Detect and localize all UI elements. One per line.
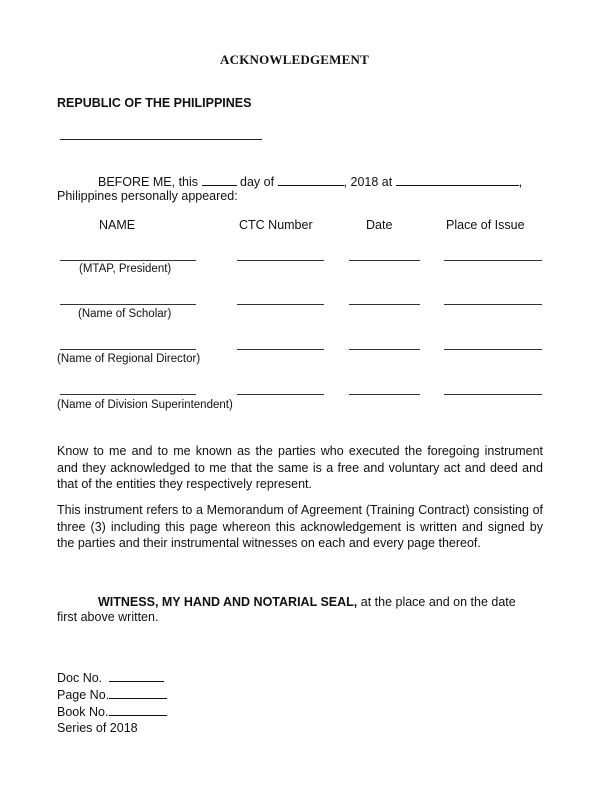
place-line (444, 260, 542, 261)
year-text: , 2018 at (343, 175, 393, 189)
witness-line (98, 595, 516, 609)
comma-text: , (518, 175, 523, 189)
appeared-line: Philippines personally appeared: (57, 189, 238, 203)
name-line (60, 349, 196, 350)
signatory-label: (Name of Division Superintendent) (57, 399, 233, 411)
ctc-line (237, 304, 324, 305)
blank-line (60, 139, 262, 140)
before-me-text: BEFORE ME, this (98, 175, 199, 189)
ctc-line (237, 394, 324, 395)
before-me-line (98, 174, 522, 189)
date-line (349, 260, 420, 261)
place-line (444, 394, 542, 395)
signatory-label: (MTAP, President) (79, 263, 172, 275)
col-header-date: Date (366, 218, 393, 232)
date-line (349, 349, 420, 350)
name-line (60, 304, 196, 305)
signatory-label: (Name of Regional Director) (57, 353, 201, 365)
page-no-blank (109, 687, 167, 699)
book-no-blank (109, 704, 167, 716)
document-title: ACKNOWLEDGEMENT (220, 52, 369, 67)
ctc-line (237, 349, 324, 350)
witness-line-2: first above written. (57, 610, 159, 624)
place-blank (396, 174, 519, 186)
date-line (349, 304, 420, 305)
book-no-label: Book No. (57, 705, 109, 719)
page-no-label: Page No. (57, 688, 110, 702)
col-header-name: NAME (99, 218, 136, 232)
book-no-row (57, 704, 167, 719)
date-line (349, 394, 420, 395)
name-line (60, 394, 196, 395)
acknowledgement-paragraph: Know to me and to me known as the parties who executed the foregoing instrument and they acknowledged to me that the same is a free and voluntary act and deed and that of the entities they respectively represent. (57, 444, 543, 491)
month-blank (278, 174, 344, 186)
doc-no-blank (109, 670, 164, 682)
col-header-place: Place of Issue (446, 218, 525, 232)
day-of-text: day of (240, 175, 275, 189)
day-blank (202, 174, 237, 186)
page-no-row (57, 687, 167, 702)
instrument-paragraph: This instrument refers to a Memorandum of Agreement (Training Contract) consisting of three (3) including this page whereon this acknowledgement is written and signed by the parties and their instrumental witnesses on each and every page thereof. (57, 503, 543, 550)
signatory-label: (Name of Scholar) (78, 308, 172, 320)
doc-no-label: Doc No. (57, 671, 103, 685)
doc-no-row (57, 670, 164, 685)
witness-text: at the place and on the date (360, 595, 516, 609)
col-header-ctc: CTC Number (239, 218, 313, 232)
ctc-line (237, 260, 324, 261)
series-label: Series of 2018 (57, 721, 138, 735)
name-line (60, 260, 196, 261)
country-header: REPUBLIC OF THE PHILIPPINES (57, 96, 252, 110)
place-line (444, 349, 542, 350)
witness-bold-text: WITNESS, MY HAND AND NOTARIAL SEAL, (98, 595, 358, 609)
place-line (444, 304, 542, 305)
